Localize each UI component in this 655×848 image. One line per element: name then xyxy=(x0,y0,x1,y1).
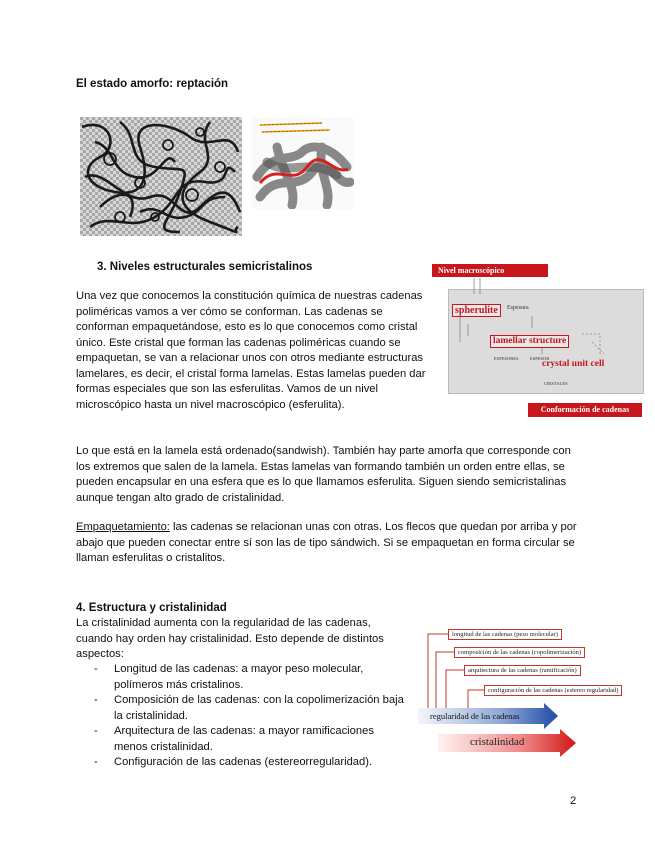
amorphous-chains-image xyxy=(80,117,242,236)
empaquetamiento-paragraph xyxy=(76,520,581,567)
section-3-heading: 3. Niveles estructurales semicristalinos xyxy=(97,261,313,273)
list-item: - Composición de las cadenas: con la copolimerización baja la cristalinidad. xyxy=(76,693,408,724)
chain-length-box: longitud de las cadenas (peso molecular) xyxy=(448,629,562,640)
chain-configuration-box: configuración de las cadenas (estereo regularidad) xyxy=(484,685,622,696)
reptation-image xyxy=(252,117,354,209)
crystallinity-figure xyxy=(418,628,655,760)
regularity-label: regularidad de las cadenas xyxy=(430,711,520,721)
crystal-unit-cell-label: crystal unit cell xyxy=(542,359,605,369)
list-item: - Longitud de las cadenas: a mayor peso molecular, polímeros más cristalinos. xyxy=(76,662,408,693)
espaciado-label: Espesura xyxy=(507,305,529,311)
empaquetamiento-term: Empaquetamiento: xyxy=(76,521,170,533)
section-4-heading: 4. Estructura y cristalinidad xyxy=(76,602,227,614)
lamellar-label: lamellar structure xyxy=(490,335,569,348)
list-item: - Arquitectura de las cadenas: a mayor ramificaciones menos cristalinidad. xyxy=(76,724,408,755)
crystallinity-factors-list xyxy=(76,662,408,771)
page-number: 2 xyxy=(570,795,577,807)
section-title: El estado amorfo: reptación xyxy=(76,78,229,90)
chain-composition-box: composición de las cadenas (copolimerización) xyxy=(454,647,585,658)
crystallinity-label: cristalinidad xyxy=(470,736,525,748)
structural-levels-figure xyxy=(432,264,646,420)
list-item: - Configuración de las cadenas (estereorregularidad). xyxy=(76,755,408,771)
small-label-1: ESPESORES xyxy=(494,356,519,361)
empaquetamiento-text: las cadenas se relacionan unas con otras. Los flecos que quedan por arriba y por abajo que pueden conectar entre sí son las de tipo sándwich. Si se empaquetan en forma circular se llaman esferulitas o cristalitos. xyxy=(76,521,577,564)
small-label-3: CRISTALES xyxy=(544,381,568,386)
chain-conformation-label: Conformación de cadenas xyxy=(528,403,642,417)
macroscopic-label: Nivel macroscópico xyxy=(432,264,548,277)
chain-architecture-box: arquitectura de las cadenas (ramificación) xyxy=(464,665,581,676)
section-3-paragraph: Una vez que conocemos la constitución química de nuestras cadenas poliméricas vamos a ver cómo se conforman. Las cadenas se conforman empaquetándose, esto es lo que conocemos como cristal único. Este cristal que forman las cadenas poliméricas cuando se empaquetan, se van a relacionar unos con otros mediante estructuras lamelares, es decir, el cristal forma lamelas. Estas lamelas pueden dar formas especiales que son las esferulitas. Vamos de un nivel microscópico hasta un nivel macroscópico (esferulita). xyxy=(76,290,426,411)
spherulite-label: spherulite xyxy=(452,304,501,317)
section-3-paragraph-2: Lo que está en la lamela está ordenado(sandwish). También hay parte amorfa que corresponde con los extremos que salen de la lamela. Estas lamelas van formando también un orden entre ellas, se pueden encapsular en una esfera que es lo que llamamos esferulita. Siguen siendo semicristalinas aunque tengan alto grado de cristalinidad. xyxy=(76,445,571,504)
section-4-intro: La cristalinidad aumenta con la regularidad de las cadenas, cuando hay orden hay cristalinidad. Esto depende de distintos aspectos: xyxy=(76,617,384,660)
small-label-2: ESPESOR xyxy=(530,356,550,361)
